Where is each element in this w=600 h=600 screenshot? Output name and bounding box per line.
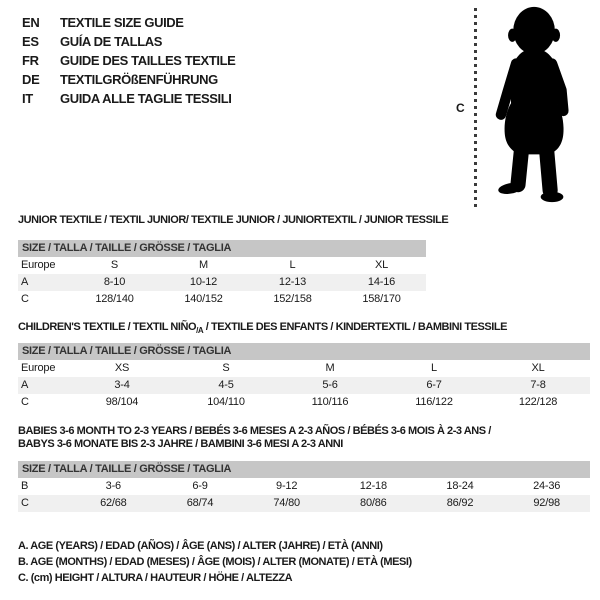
language-code: DE [22, 72, 40, 87]
cell: 6-9 [192, 480, 208, 492]
children-size-table [18, 343, 590, 411]
cell: 3-4 [114, 379, 130, 391]
cell: 86/92 [446, 497, 474, 509]
language-row [22, 89, 235, 108]
cell: L [431, 362, 437, 374]
language-row [22, 32, 235, 51]
cell: 62/68 [100, 497, 127, 509]
footnote-b: B. AGE (MONTHS) / EDAD (MESES) / ÂGE (MOIS) / ALTER (MONATE) / ETÀ (MESI) [18, 556, 412, 568]
table-row [18, 360, 590, 377]
language-row [22, 13, 235, 32]
title-text: CHILDREN'S TEXTILE / TEXTIL NIÑO [18, 321, 197, 333]
cell: 74/80 [273, 497, 300, 509]
cell: 12-18 [359, 480, 387, 492]
cell: S [222, 362, 230, 374]
cell: 110/116 [311, 396, 349, 408]
footnote-a: A. AGE (YEARS) / EDAD (AÑOS) / ÂGE (ANS) / ALTER (JAHRE) / ETÀ (ANNI) [18, 540, 383, 552]
language-code: IT [22, 91, 33, 106]
row-label: C [21, 293, 29, 305]
language-code: ES [22, 34, 39, 49]
row-label: B [21, 480, 29, 492]
language-title: GUIDA ALLE TAGLIE TESSILI [60, 91, 232, 106]
language-title: GUÍA DE TALLAS [60, 34, 163, 49]
cell: M [325, 362, 335, 374]
children-section-title [18, 321, 507, 337]
cell: S [110, 259, 119, 271]
language-list [22, 13, 235, 108]
language-code: EN [22, 15, 40, 30]
cell: 4-5 [218, 379, 234, 391]
cell: 3-6 [105, 480, 121, 492]
cell: 158/170 [362, 293, 401, 305]
table-row [18, 274, 426, 291]
row-label: C [21, 396, 29, 408]
cell: 68/74 [186, 497, 214, 509]
cell: 128/140 [95, 293, 134, 305]
row-label: A [21, 379, 29, 391]
size-header-bar: SIZE / TALLA / TAILLE / GRÖSSE / TAGLIA [18, 240, 426, 257]
table-row [18, 291, 426, 308]
size-header-bar: SIZE / TALLA / TAILLE / GRÖSSE / TAGLIA [18, 343, 590, 360]
table-row [18, 478, 590, 495]
babies-section-title [18, 425, 491, 451]
title-subscript: /A [196, 326, 204, 336]
title-text: / TEXTILE DES ENFANTS / KINDERTEXTIL / BAMBINI TESSILE [203, 321, 508, 333]
language-title: GUIDE DES TAILLES TEXTILE [60, 53, 236, 68]
cell: XL [374, 259, 389, 271]
cell: 18-24 [446, 480, 474, 492]
cell: 12-13 [278, 276, 307, 288]
height-measure-label: C [456, 101, 465, 115]
language-title: TEXTILE SIZE GUIDE [60, 15, 184, 30]
babies-size-table [18, 461, 590, 512]
language-title: TEXTILGRÖßENFÜHRUNG [60, 72, 218, 87]
cell: 152/158 [273, 293, 312, 305]
cell: 116/122 [415, 396, 453, 408]
cell: 6-7 [426, 379, 442, 391]
row-label: C [21, 497, 29, 509]
language-row [22, 70, 235, 89]
height-figure [450, 5, 595, 217]
table-row [18, 377, 590, 394]
cell: 5-6 [322, 379, 338, 391]
cell: 140/152 [184, 293, 223, 305]
title-line: BABIES 3-6 MONTH TO 2-3 YEARS / BEBÉS 3-6 MESES A 2-3 AÑOS / BÉBÉS 3-6 MOIS À 2-3 ANS / [18, 425, 491, 437]
cell: 10-12 [189, 276, 218, 288]
cell: 9-12 [276, 480, 298, 492]
table-row [18, 394, 590, 411]
cell: 8-10 [103, 276, 126, 288]
cell: 7-8 [530, 379, 546, 391]
cell: 104/110 [207, 396, 245, 408]
cell: L [289, 259, 296, 271]
table-row [18, 495, 590, 512]
junior-section-title: JUNIOR TEXTILE / TEXTIL JUNIOR/ TEXTILE JUNIOR / JUNIORTEXTIL / JUNIOR TESSILE [18, 214, 449, 226]
footnote-c: C. (cm) HEIGHT / ALTURA / HAUTEUR / HÖHE / ALTEZZA [18, 572, 293, 584]
junior-size-table [18, 240, 426, 308]
table-row [18, 257, 426, 274]
cell: 122/128 [518, 396, 558, 408]
footnote-list [18, 538, 412, 586]
title-line: BABYS 3-6 MONATE BIS 2-3 JAHRE / BAMBINI 3-6 MESI A 2-3 ANNI [18, 438, 343, 450]
language-code: FR [22, 53, 39, 68]
cell: 24-36 [533, 480, 561, 492]
row-label: Europe [21, 259, 56, 271]
row-label: A [21, 276, 29, 288]
row-label: Europe [21, 362, 56, 374]
size-header-bar: SIZE / TALLA / TAILLE / GRÖSSE / TAGLIA [18, 461, 590, 478]
cell: XL [531, 362, 545, 374]
cell: 80/86 [360, 497, 387, 509]
toddler-silhouette-icon [483, 5, 587, 213]
cell: 98/104 [105, 396, 139, 408]
cell: XS [114, 362, 130, 374]
language-row [22, 51, 235, 70]
cell: M [199, 259, 208, 271]
height-measure-dashed-line [474, 8, 477, 210]
cell: 14-16 [367, 276, 396, 288]
cell: 92/98 [533, 497, 560, 509]
